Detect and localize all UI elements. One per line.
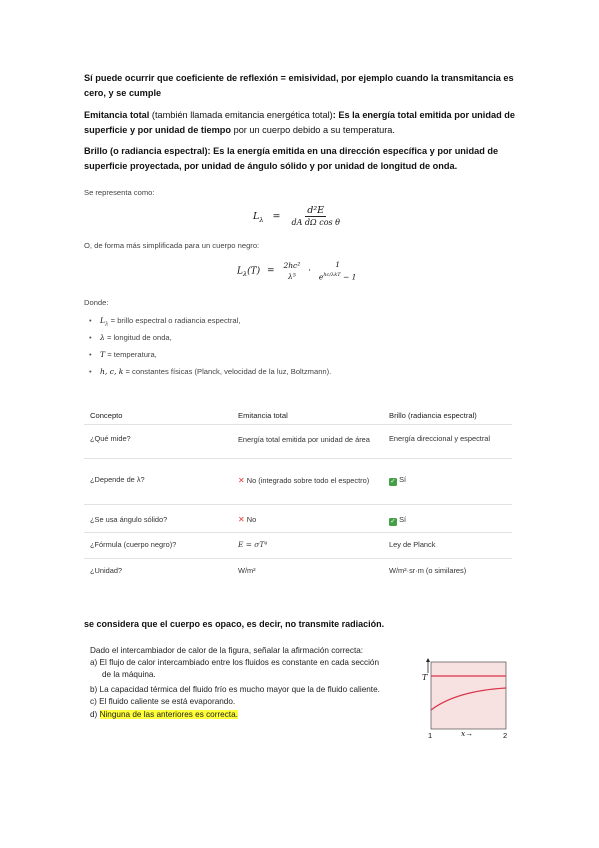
- table-divider: [84, 558, 512, 559]
- emitancia-term: Emitancia total: [84, 110, 150, 120]
- formula2-lhs-sub: λ: [242, 270, 248, 279]
- formula1-lhs-sub: λ: [259, 215, 264, 224]
- table-cell: ¿Qué mide?: [90, 434, 131, 443]
- table-cell: Energía direccional y espectral: [389, 434, 491, 443]
- formula2-den1: λ⁵: [287, 271, 296, 281]
- formula1-eq: =: [272, 211, 281, 222]
- table-divider: [84, 504, 512, 505]
- list-item: • T = temperatura,: [84, 349, 504, 366]
- formula2-den2: $e^{hc/\lambda kT} - 1$: [318, 272, 357, 282]
- table-cell: E = σT⁴: [238, 540, 268, 549]
- se-representa-label: Se representa como:: [84, 188, 155, 197]
- check-icon: ✓: [390, 518, 396, 525]
- paragraph-brillo: [84, 144, 514, 174]
- paragraph-emitancia: [84, 108, 524, 138]
- option-a: a) El flujo de calor intercambiado entre los fluidos es constante en cada sección de la máquina.: [90, 658, 380, 679]
- table-cell: W/m²: [238, 566, 256, 575]
- formula1-lhs: L: [253, 211, 260, 222]
- cross-icon: ✕: [238, 476, 245, 485]
- table-divider: [84, 532, 512, 533]
- check-icon: ✓: [390, 478, 396, 485]
- table-cell: ✕ No: [238, 515, 257, 524]
- table-header-brillo: Brillo (radiancia espectral): [389, 411, 477, 420]
- table-cell: Ley de Planck: [389, 540, 436, 549]
- formula-planck: [237, 259, 358, 283]
- comparison-table: [84, 407, 514, 577]
- formula2-lhs: L: [237, 266, 243, 277]
- formula-radiancia: [253, 205, 342, 228]
- option-b: b) La capacidad térmica del fluido frío es mucho mayor que la de fluido caliente.: [90, 685, 380, 694]
- table-header-concepto: Concepto: [90, 411, 123, 420]
- formula2-frac2: [317, 259, 359, 283]
- formula2-arg: (T): [247, 266, 261, 277]
- formula2-num2: 1: [335, 260, 341, 269]
- formula1-den: dA dΩ cos θ: [291, 218, 340, 227]
- emitancia-tail: por un cuerpo debido a su temperatura.: [233, 125, 395, 135]
- formula2-dot: ·: [308, 266, 311, 277]
- table-divider: [84, 424, 512, 425]
- table-cell: ¿Se usa ángulo sólido?: [90, 515, 168, 524]
- table-header-emitancia: Emitancia total: [238, 411, 288, 420]
- table-cell: W/m²·sr·m (o similares): [389, 566, 467, 575]
- question-stem: Dado el intercambiador de calor de la figura, señalar la afirmación correcta:: [90, 646, 364, 655]
- simplificada-label: O, de forma más simplificada para un cuerpo negro:: [84, 241, 260, 250]
- variable-list: [84, 315, 504, 383]
- arrow-up-icon: [426, 658, 430, 662]
- table-cell: ¿Depende de λ?: [90, 475, 145, 484]
- formula1-num: d²E: [307, 205, 325, 216]
- x-tick-end: 2: [503, 731, 508, 740]
- list-item: • $L_\lambda$ = brillo espectral o radiancia espectral,: [84, 315, 504, 332]
- arrow-right-icon: →: [465, 729, 474, 738]
- option-d: d) Ninguna de las anteriores es correcta.: [90, 710, 238, 719]
- table-cell: Energía total emitida por unidad de área: [238, 435, 370, 444]
- option-c: c) El fluido caliente se está evaporando.: [90, 697, 236, 706]
- y-axis-label: T: [422, 673, 428, 682]
- brillo-text: Brillo (o radiancia espectral): Es la energía emitida en una dirección específica y por unidad de superficie proyectada, por unidad de ángulo sólido y por unidad de longitud de onda: [84, 146, 499, 171]
- donde-label: Donde:: [84, 298, 109, 307]
- x-tick-start: 1: [428, 731, 433, 740]
- table-cell: ¿Fórmula (cuerpo negro)?: [90, 540, 177, 549]
- table-cell: ✓ Sí: [390, 515, 407, 525]
- list-item: • λ = longitud de onda,: [84, 332, 504, 349]
- table-cell: ¿Unidad?: [90, 566, 123, 575]
- table-cell: ✕ No (integrado sobre todo el espectro): [238, 476, 370, 485]
- list-item: • h, c, k = constantes físicas (Planck, velocidad de la luz, Boltzmann).: [84, 366, 504, 383]
- highlighted-answer: Ninguna de las anteriores es correcta.: [99, 710, 238, 719]
- brillo-end: .: [454, 161, 458, 171]
- paragraph-reflexion: Sí puede ocurrir que coeficiente de reflexión = emisividad, por ejemplo cuando la transmitancia es cero, y se cumple: [84, 73, 514, 98]
- table-cell: ✓ Sí: [390, 475, 407, 485]
- formula1-fraction: [289, 205, 342, 228]
- formula2-eq: =: [267, 266, 275, 277]
- emitancia-paren: (también llamada emitancia energética total): [149, 110, 333, 120]
- plot-area: [431, 662, 506, 729]
- emitancia-def: : Es la energía total emitida por unidad de superficie y por unidad de tiempo: [84, 110, 515, 135]
- table-divider: [84, 458, 512, 459]
- paragraph-opaco: se considera que el cuerpo es opaco, es decir, no transmite radiación.: [84, 619, 385, 629]
- formula2-num1: 2hc²: [283, 260, 301, 270]
- cross-icon: ✕: [238, 515, 245, 524]
- x-axis-label: x→: [461, 729, 474, 738]
- formula2-frac1: [281, 260, 302, 282]
